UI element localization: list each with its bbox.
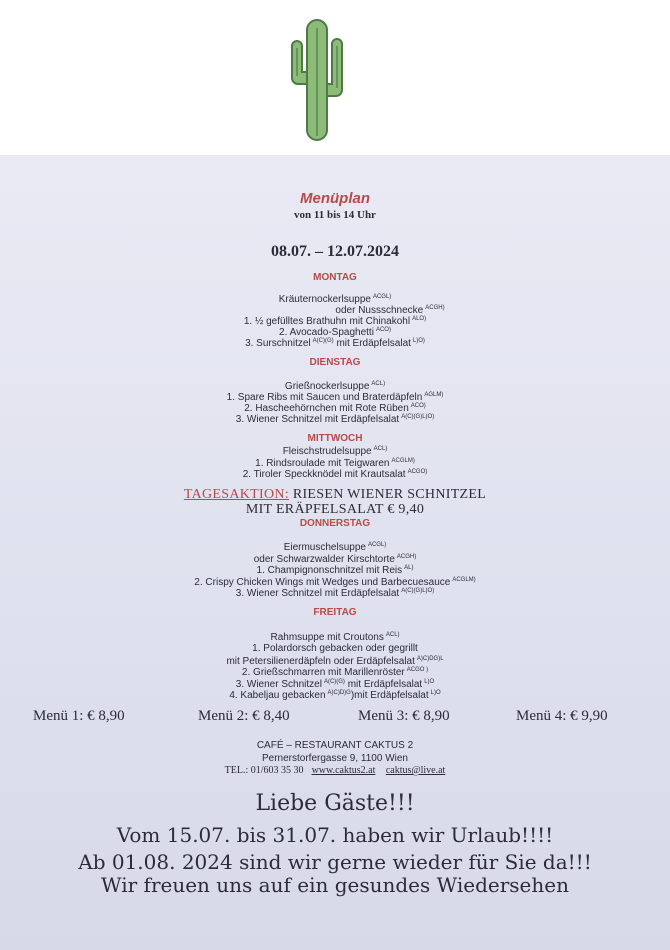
wednesday-menu-1: 1. Rindsroulade mit Teigwaren $^{ACGLM)}$ bbox=[255, 458, 415, 469]
website-link[interactable]: www.caktus2.at bbox=[311, 765, 376, 776]
daily-special-line-2: MIT ERÄPFELSALAT € 9,40 bbox=[245, 502, 425, 517]
restaurant-address: Pernerstorfergasse 9, 1100 Wien bbox=[261, 753, 408, 764]
notice-line-1: Vom 15.07. bis 31.07. haben wir Urlaub!!!! bbox=[116, 823, 554, 847]
email-link[interactable]: caktus@live.at bbox=[385, 765, 446, 776]
friday-soup: Rahmsuppe mit Croutons $^{ACL)}$ bbox=[270, 632, 400, 643]
thursday-soup-2: oder Schwarzwalder Kirschtorte $^{ACGH)}$ bbox=[253, 554, 417, 565]
price-menu-1: Menü 1: € 8,90 bbox=[33, 708, 125, 724]
day-wednesday: MITTWOCH bbox=[307, 433, 363, 444]
friday-menu-3: 3. Wiener Schnitzel $^{A(C)(G)}$ mit Erdäpfelsalat $^{L)O}$ bbox=[235, 679, 435, 690]
day-monday: MONTAG bbox=[313, 272, 357, 283]
friday-menu-4: 4. Kabeljau gebacken $^{A)C)D)G}$)mit Erdäpfelsalat $^{L)O}$ bbox=[229, 690, 441, 701]
daily-special-line-1: TAGESAKTION: RIESEN WIENER SCHNITZEL bbox=[183, 487, 487, 502]
price-menu-4: Menü 4: € 9,90 bbox=[516, 708, 608, 724]
tuesday-menu-2: 2. Hascheehörnchen mit Rote Rüben $^{ACO)}$ bbox=[244, 403, 426, 414]
thursday-soup-1: Eiermuschelsuppe $^{ACGL)}$ bbox=[283, 542, 387, 553]
wednesday-menu-2: 2. Tiroler Speckknödel mit Krautsalat $^{ACGO)}$ bbox=[242, 469, 428, 480]
monday-menu-3: 3. Surschnitzel $^{A(C)(G)}$ mit Erdäpfelsalat $^{L)O)}$ bbox=[245, 338, 425, 349]
tuesday-soup: Grießnockerlsuppe $^{ACL)}$ bbox=[284, 381, 386, 392]
tuesday-menu-3: 3. Wiener Schnitzel mit Erdäpfelsalat $^{A(C)(G)L)O)}$ bbox=[235, 414, 435, 425]
contact-line bbox=[0, 765, 670, 776]
day-thursday: DONNERSTAG bbox=[299, 518, 371, 529]
monday-menu-1: 1. ½ gefülltes Brathuhn mit Chinakohl $^{ALO)}$ bbox=[243, 316, 427, 327]
restaurant-name: CAFÉ – RESTAURANT CAKTUS 2 bbox=[256, 740, 414, 751]
friday-menu-2: 2. Grießschmarren mit Marillenröster $^{ACGO )}$ bbox=[241, 667, 429, 678]
friday-menu-1-side: mit Petersilienerdäpfeln oder Erdäpfelsalat $^{A)C)DG)L}$ bbox=[226, 656, 444, 667]
phone: TEL.: 01/603 35 30 bbox=[224, 765, 304, 776]
day-friday: FREITAG bbox=[313, 607, 357, 618]
notice-greeting: Liebe Gäste!!! bbox=[255, 791, 415, 816]
thursday-menu-3: 3. Wiener Schnitzel mit Erdäpfelsalat $^{A(C)(G)L)O)}$ bbox=[235, 588, 435, 599]
price-menu-2: Menü 2: € 8,40 bbox=[198, 708, 290, 724]
tuesday-menu-1: 1. Spare Ribs mit Saucen und Braterdäpfeln $^{AGLM)}$ bbox=[226, 392, 444, 403]
menu-title: Menüplan bbox=[300, 190, 370, 207]
friday-menu-1: 1. Polardorsch gebacken oder gegrillt bbox=[252, 643, 418, 654]
serving-time: von 11 bis 14 Uhr bbox=[294, 209, 376, 221]
price-menu-3: Menü 3: € 8,90 bbox=[358, 708, 450, 724]
monday-soup-1: Kräuternockerlsuppe $^{ACGL)}$ bbox=[278, 294, 392, 305]
thursday-menu-2: 2. Crispy Chicken Wings mit Wedges und Barbecuesauce $^{ACGLM)}$ bbox=[194, 577, 476, 588]
week-dates: 08.07. – 12.07.2024 bbox=[271, 243, 399, 260]
thursday-menu-1: 1. Champignonschnitzel mit Reis $^{AL)}$ bbox=[256, 565, 414, 576]
monday-soup-2: oder Nussschnecke $^{ACGH)}$ bbox=[335, 305, 445, 316]
wednesday-soup: Fleischstrudelsuppe $^{ACL)}$ bbox=[282, 446, 388, 457]
notice-line-2: Ab 01.08. 2024 sind wir gerne wieder für Sie da!!! bbox=[78, 850, 592, 874]
monday-menu-2: 2. Avocado-Spaghetti $^{ACO)}$ bbox=[279, 327, 391, 338]
notice-line-3: Wir freuen uns auf ein gesundes Wiedersehen bbox=[101, 873, 569, 897]
cactus-icon bbox=[288, 14, 348, 142]
day-tuesday: DIENSTAG bbox=[309, 357, 361, 368]
